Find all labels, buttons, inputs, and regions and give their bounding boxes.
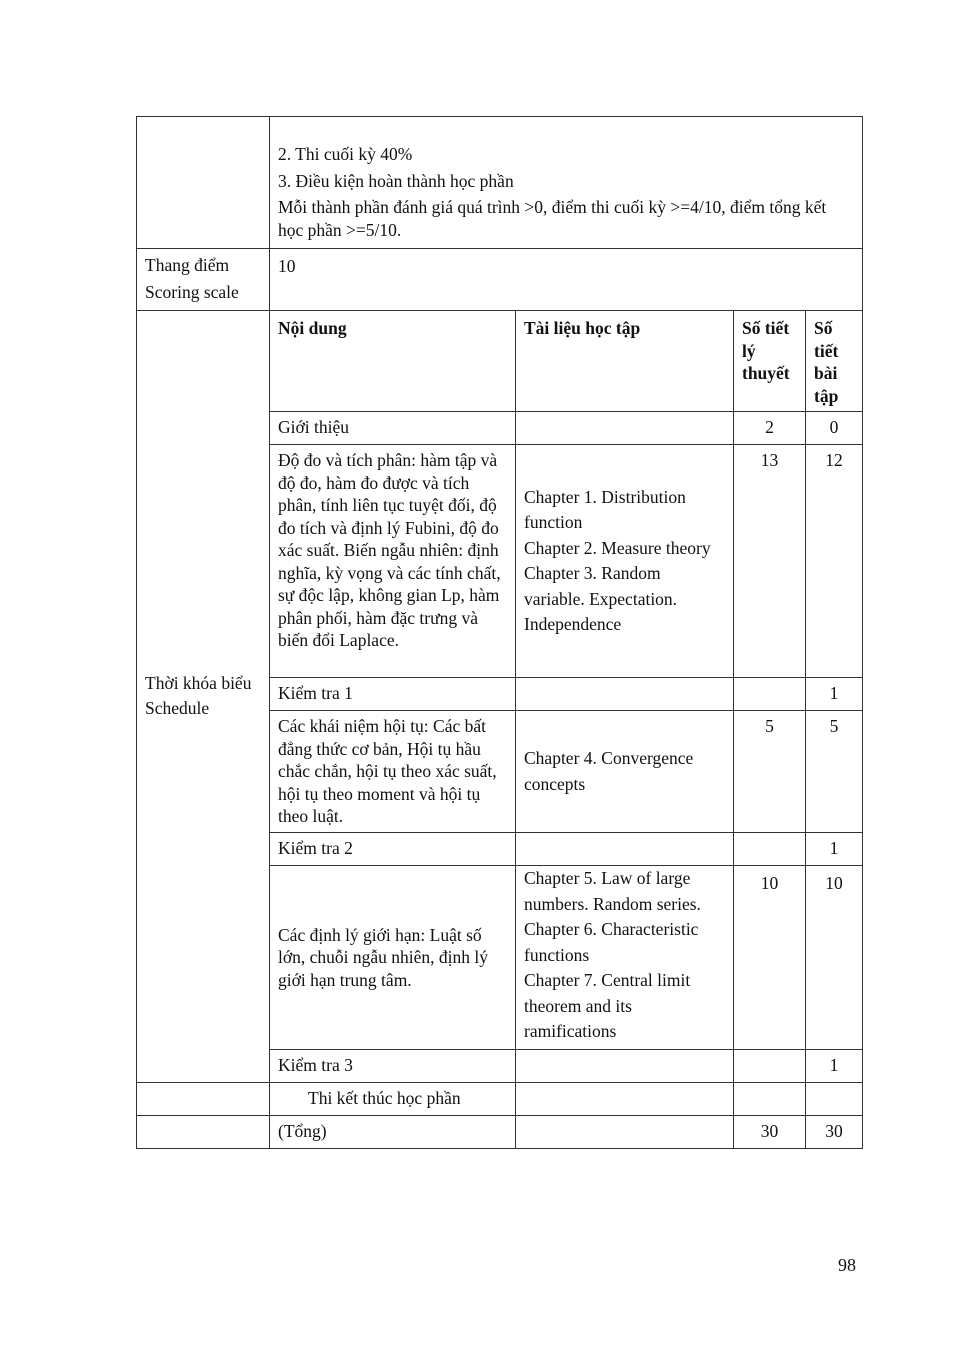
assessment-cell <box>270 117 863 249</box>
row-materials <box>516 833 734 866</box>
assessment-row <box>137 117 863 249</box>
schedule-label-vi: Thời khóa biểu <box>145 673 252 694</box>
row-content: Độ đo và tích phân: hàm tập và độ đo, hàm đo được và tích phân, tính liên tục tuyệt đối, độ đo tích và định lý Fubini, độ đo xác suất. Biến ngẫu nhiên: định nghĩa, kỳ vọng và các tính chất, sự độc lập, không gian Lp, hàm phân phối, hàm đặc trưng và biến đổi Laplace. <box>270 445 516 678</box>
scoring-row <box>137 249 863 311</box>
row-materials <box>516 678 734 711</box>
row-materials <box>516 866 734 1050</box>
header-theory-hours: Số tiết lý thuyết <box>734 311 806 412</box>
row-materials <box>516 711 734 833</box>
material-item: Chapter 7. Central limit theorem and its ramifications <box>524 970 691 1041</box>
material-item: Chapter 6. Characteristic functions <box>524 919 699 965</box>
scoring-value: 10 <box>270 249 863 311</box>
row-theory: 2 <box>734 412 806 445</box>
total-row <box>137 1115 863 1148</box>
row-content: Các khái niệm hội tụ: Các bất đẳng thức cơ bản, Hội tụ hầu chắc chắn, hội tụ theo xác suất, hội tụ theo moment và hội tụ theo luật. <box>270 711 516 833</box>
material-item: Chapter 2. Measure theory <box>524 537 711 558</box>
schedule-label-cell <box>137 311 270 1083</box>
final-exam-materials <box>516 1082 734 1115</box>
row-content: Kiểm tra 2 <box>270 833 516 866</box>
final-exam-label-cell <box>137 1082 270 1115</box>
total-label: (Tổng) <box>270 1115 516 1148</box>
material-item: Chapter 3. Random variable. Expectation. Independence <box>524 563 678 634</box>
assessment-label-cell <box>137 117 270 249</box>
final-exam-row <box>137 1082 863 1115</box>
row-content: Kiểm tra 3 <box>270 1049 516 1082</box>
page-number: 98 <box>838 1255 856 1275</box>
total-label-cell <box>137 1115 270 1148</box>
row-exercise: 1 <box>806 1049 863 1082</box>
final-exam-theory <box>734 1082 806 1115</box>
row-exercise: 10 <box>806 866 863 1050</box>
scoring-label-vi: Thang điểm <box>145 255 230 275</box>
row-theory: 5 <box>734 711 806 833</box>
final-exam-label: Thi kết thúc học phần <box>270 1082 516 1115</box>
final-exam-text: 2. Thi cuối kỳ 40% <box>278 144 413 164</box>
row-theory: 13 <box>734 445 806 678</box>
material-item: Chapter 4. Convergence concepts <box>524 748 694 794</box>
scoring-label-cell <box>137 249 270 311</box>
row-exercise: 5 <box>806 711 863 833</box>
total-exercise: 30 <box>806 1115 863 1148</box>
completion-text: Mỗi thành phần đánh giá quá trình >0, điểm thi cuối kỳ >=4/10, điểm tổng kết học phần >=5/10. <box>278 197 827 240</box>
row-exercise: 1 <box>806 678 863 711</box>
course-table <box>136 116 863 1149</box>
row-theory <box>734 678 806 711</box>
schedule-label-en: Schedule <box>145 698 210 719</box>
row-materials <box>516 445 734 678</box>
row-content: Các định lý giới hạn: Luật số lớn, chuỗi ngẫu nhiên, định lý giới hạn trung tâm. <box>270 866 516 1050</box>
total-theory: 30 <box>734 1115 806 1148</box>
final-exam-exercise <box>806 1082 863 1115</box>
course-table-container <box>136 116 862 1149</box>
row-exercise: 0 <box>806 412 863 445</box>
row-theory <box>734 833 806 866</box>
total-materials <box>516 1115 734 1148</box>
row-materials <box>516 1049 734 1082</box>
row-exercise: 12 <box>806 445 863 678</box>
material-item: Chapter 5. Law of large numbers. Random series. <box>524 868 701 914</box>
row-theory <box>734 1049 806 1082</box>
header-exercise-hours: Số tiết bài tập <box>806 311 863 412</box>
row-content: Giới thiệu <box>270 412 516 445</box>
row-materials <box>516 412 734 445</box>
row-content: Kiểm tra 1 <box>270 678 516 711</box>
schedule-header-row <box>137 311 863 412</box>
row-exercise: 1 <box>806 833 863 866</box>
material-item: Chapter 1. Distribution function <box>524 486 686 532</box>
row-theory: 10 <box>734 866 806 1050</box>
header-content: Nội dung <box>270 311 516 412</box>
scoring-label-en: Scoring scale <box>145 282 239 302</box>
header-materials: Tài liệu học tập <box>516 311 734 412</box>
completion-heading: 3. Điều kiện hoàn thành học phần <box>278 170 514 191</box>
